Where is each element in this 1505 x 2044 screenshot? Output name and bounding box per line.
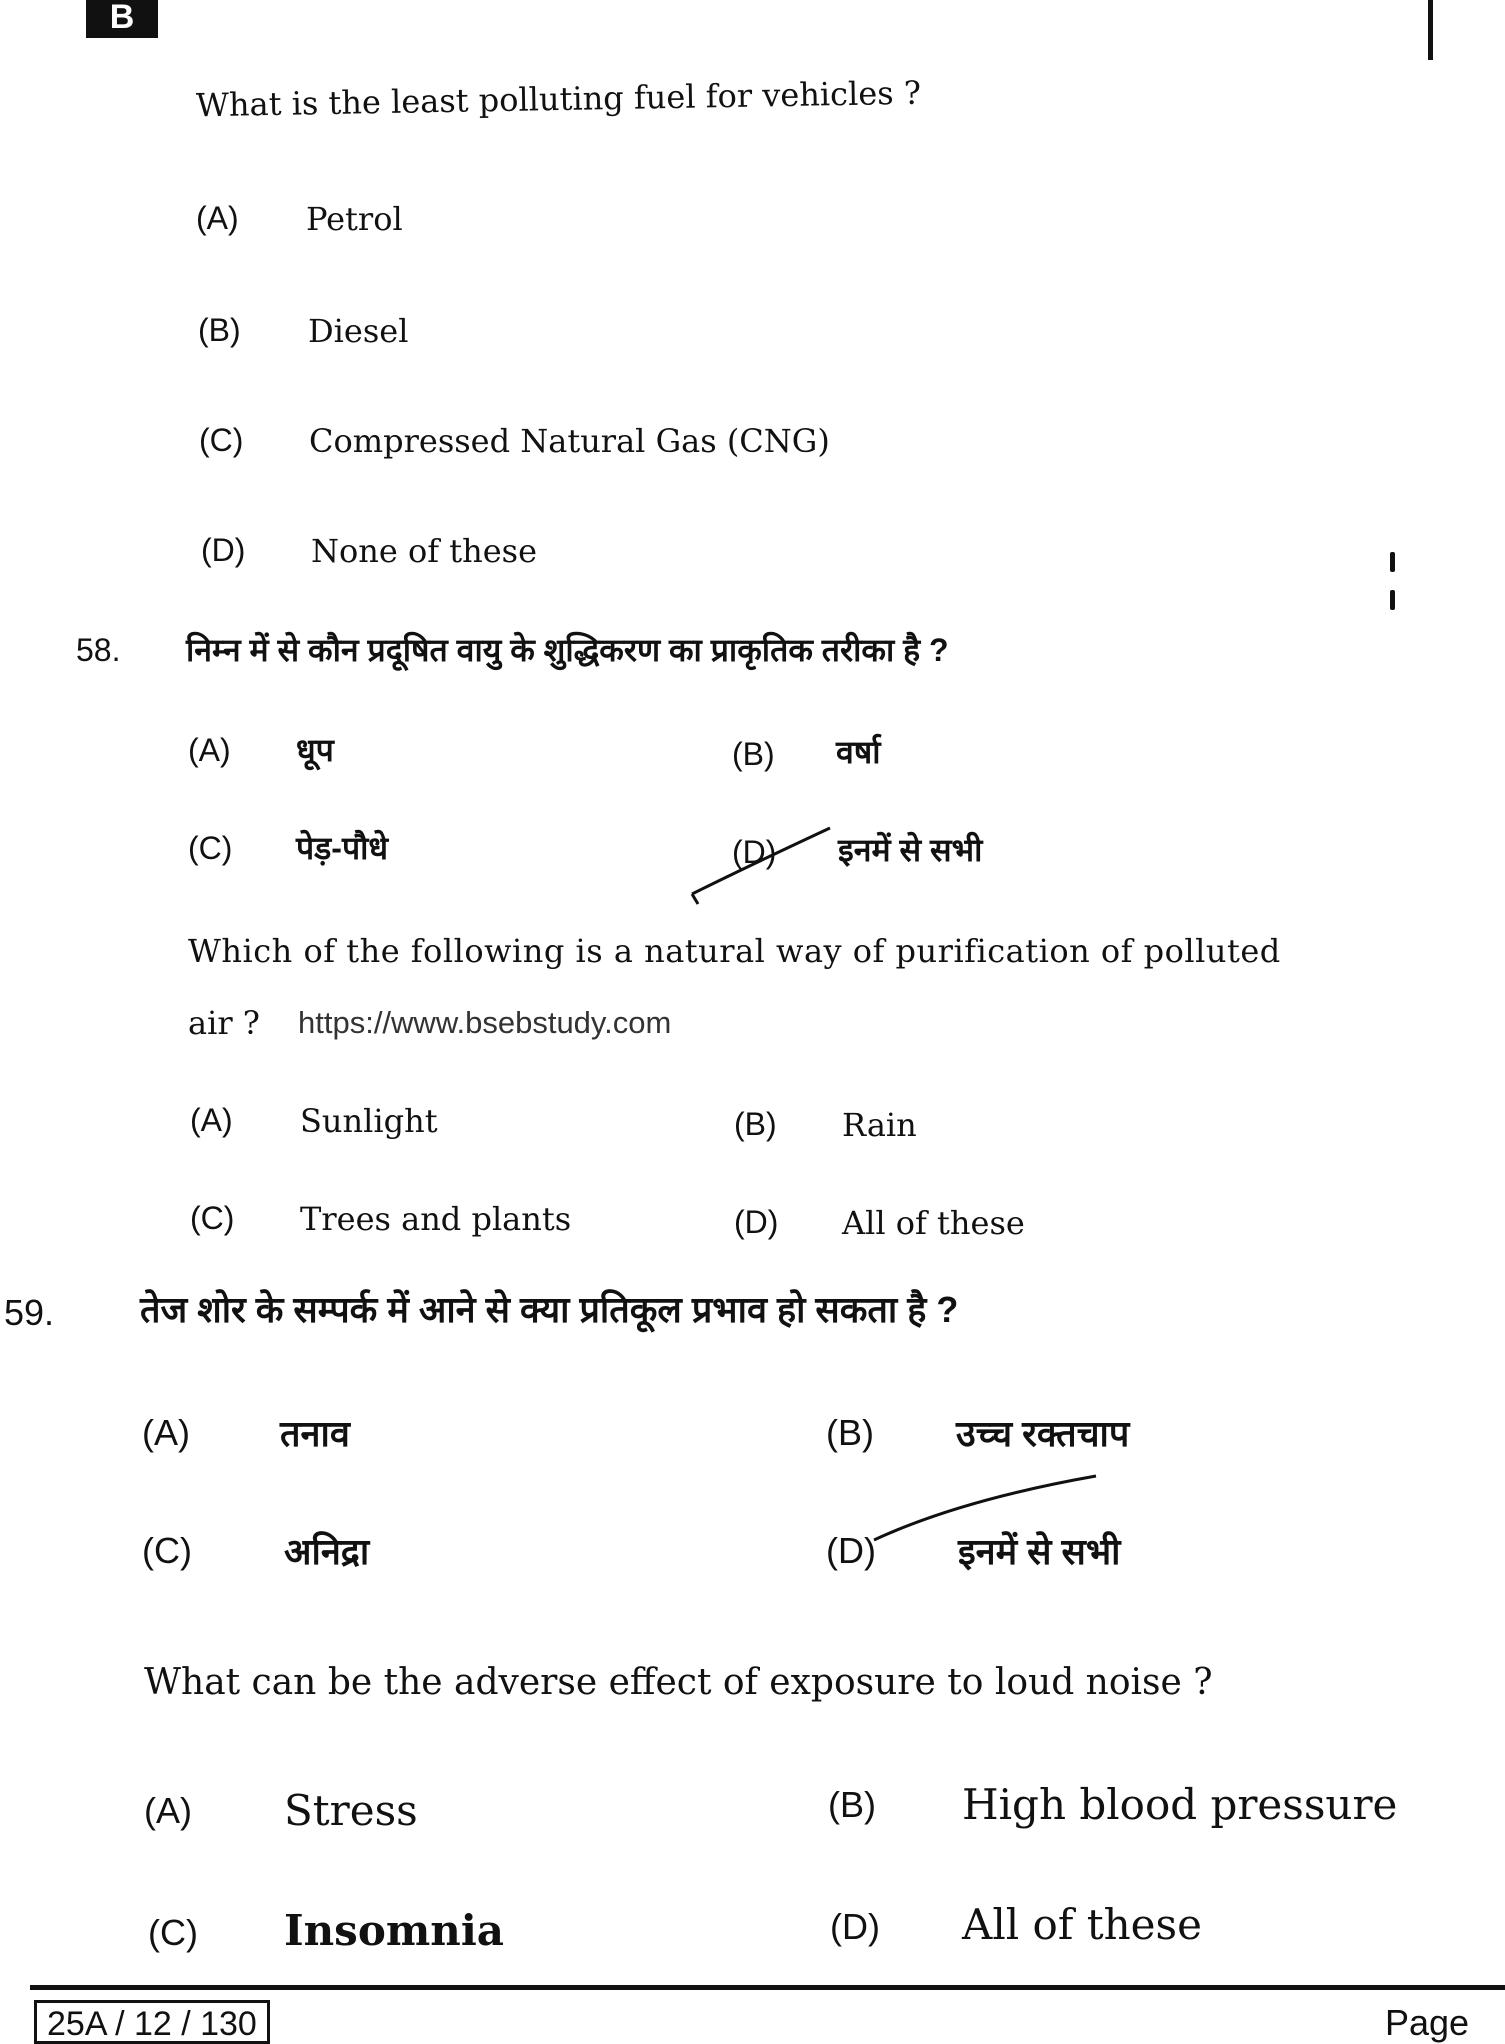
q57-option-a: Petrol <box>306 200 403 238</box>
q59-question-hindi: तेज शोर के सम्पर्क में आने से क्या प्रतिकूल प्रभाव हो सकता है ? <box>140 1289 959 1330</box>
q58-hi-option-d: इनमें से सभी <box>838 832 983 868</box>
margin-bar <box>1428 0 1433 60</box>
q59-en-option-c-label: (C) <box>148 1912 198 1953</box>
q58-question-english-line1: Which of the following is a natural way of purification of polluted <box>188 932 1281 970</box>
q57-option-a-label: (A) <box>196 200 239 236</box>
q59-hindi-answer-tick-mark <box>860 1470 1100 1550</box>
q58-hi-option-c-label: (C) <box>188 830 233 866</box>
q58-en-option-c: Trees and plants <box>300 1200 572 1238</box>
q57-option-c-label: (C) <box>199 422 244 458</box>
q57-option-d: None of these <box>311 532 538 570</box>
q59-en-option-d: All of these <box>962 1900 1202 1949</box>
q59-question-english: What can be the adverse effect of exposure to loud noise ? <box>144 1662 1213 1703</box>
q58-hi-option-c: पेड़-पौधे <box>296 830 389 866</box>
q58-en-option-c-label: (C) <box>190 1200 235 1236</box>
q59-en-option-b: High blood pressure <box>962 1780 1398 1829</box>
q58-hi-option-b: वर्षा <box>836 734 881 770</box>
q57-option-b-label: (B) <box>198 312 241 348</box>
q57-option-c: Compressed Natural Gas (CNG) <box>309 422 830 460</box>
q58-hi-option-b-label: (B) <box>732 736 775 772</box>
q58-hi-option-d-label: (D) <box>732 834 777 870</box>
q58-hi-option-a-label: (A) <box>188 732 231 768</box>
q58-hi-option-a: धूप <box>296 732 334 768</box>
set-badge: B <box>86 0 158 38</box>
q59-hi-option-b: उच्च रक्तचाप <box>956 1413 1130 1454</box>
q59-en-option-d-label: (D) <box>830 1906 880 1947</box>
q59-hi-option-d-label: (D) <box>826 1530 876 1571</box>
q57-question: What is the least polluting fuel for vehicles ? <box>195 73 922 125</box>
q59-hi-option-c: अनिद्रा <box>284 1531 370 1572</box>
q59-hi-option-b-label: (B) <box>826 1412 874 1453</box>
q58-en-option-b: Rain <box>842 1106 917 1144</box>
q58-number: 58. <box>76 632 121 668</box>
q59-en-option-c: Insomnia <box>284 1906 504 1955</box>
q59-hi-option-c-label: (C) <box>142 1530 192 1571</box>
q59-en-option-b-label: (B) <box>828 1784 876 1825</box>
q58-hindi-answer-tick-mark <box>680 820 840 910</box>
paper-code-box: 25A / 12 / 130 <box>34 2000 270 2044</box>
q58-en-option-a-label: (A) <box>190 1102 233 1138</box>
q59-en-option-a-label: (A) <box>144 1790 192 1831</box>
q59-hi-option-a-label: (A) <box>142 1412 190 1453</box>
q57-option-b: Diesel <box>308 312 409 350</box>
q59-number: 59. <box>4 1292 55 1333</box>
footer-rule <box>30 1985 1505 1990</box>
q58-en-option-a: Sunlight <box>300 1102 438 1140</box>
page-label: Page <box>1385 2002 1470 2043</box>
q59-hi-option-a: तनाव <box>280 1413 350 1454</box>
q58-question-english-line2: air ? <box>188 1004 260 1042</box>
q58-question-hindi: निम्न में से कौन प्रदूषित वायु के शुद्धिकरण का प्राकृतिक तरीका है ? <box>186 632 949 668</box>
q58-en-option-d-label: (D) <box>734 1204 779 1240</box>
q57-option-d-label: (D) <box>201 532 246 568</box>
q59-hi-option-d: इनमें से सभी <box>958 1531 1121 1572</box>
watermark-url: https://www.bsebstudy.com <box>298 1005 672 1040</box>
q59-en-option-a: Stress <box>284 1786 418 1835</box>
q58-en-option-d: All of these <box>842 1204 1025 1242</box>
margin-mark <box>1390 552 1395 610</box>
q58-en-option-b-label: (B) <box>734 1106 777 1142</box>
